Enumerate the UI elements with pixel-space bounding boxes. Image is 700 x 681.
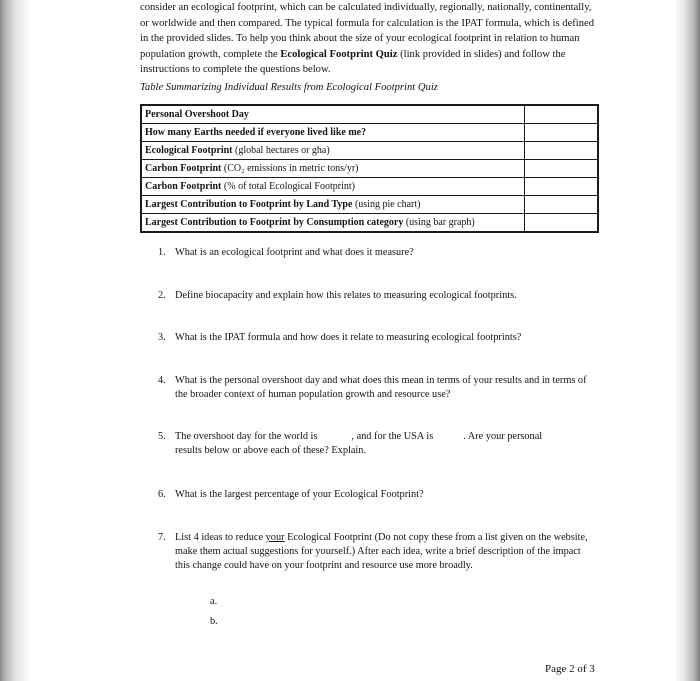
sub-item-b: b. — [210, 616, 218, 627]
row-label: Carbon Footprint (% of total Ecological Footprint) — [141, 178, 524, 196]
page-number: Page 2 of 3 — [545, 663, 595, 675]
intro-text-2: (link provided in slides) and follow the instructions to complete the questions below. — [140, 48, 566, 76]
question-7: 7. List 4 ideas to reduce your Ecological Footprint (Do not copy these from a list given on the website, make them actual suggestions for yourself.) After each idea, write a brief description of the impact this change could have on your footprint and resource use more broadly. — [158, 532, 588, 571]
emphasis-your: your — [265, 532, 285, 543]
question-1: 1. What is an ecological footprint and what does it measure? — [158, 247, 414, 258]
table-row — [141, 124, 598, 142]
q5-line-2: results below or above each of these? Explain. — [175, 444, 366, 456]
row-label: Ecological Footprint (global hectares or gha) — [141, 142, 524, 160]
row-label: Carbon Footprint (CO₂ emissions in metric tons/yr) — [141, 160, 524, 178]
q5-part-2: , and for the USA is — [351, 431, 434, 442]
row-label: How many Earths needed if everyone lived like me? — [141, 124, 524, 142]
question-3: 3. What is the IPAT formula and how does it relate to measuring ecological footprints? — [158, 332, 522, 343]
row-label: Largest Contribution to Footprint by Land Type (using pie chart) — [141, 196, 524, 214]
table-row — [141, 196, 598, 214]
question-6: 6. What is the largest percentage of your Ecological Footprint? — [158, 489, 424, 500]
table-caption: Table Summarizing Individual Results from Ecological Footprint Quiz — [140, 82, 438, 93]
answer-cell[interactable] — [524, 214, 598, 233]
page-shadow-right — [674, 0, 700, 681]
q5-part-3: . Are your personal — [463, 431, 543, 442]
answer-cell[interactable] — [524, 178, 598, 196]
answer-cell[interactable] — [524, 196, 598, 214]
question-4: 4. What is the personal overshoot day and what does this mean in terms of your results and in terms of the broader context of human population growth and resource use? — [158, 375, 587, 400]
table-row — [141, 178, 598, 196]
table-row — [141, 160, 598, 178]
answer-cell[interactable] — [524, 105, 598, 124]
intro-text-1: consider an ecological footprint, which can be calculated individually, regionally, nationally, continentally, or worldwide and then compared. The typical formula for calculation is the IPAT formula, which is defined in the provided slides. To help you think about the size of your ecological footprint in relation to human population growth, complete the — [140, 2, 595, 60]
q5-part-1: The overshoot day for the world is — [175, 431, 318, 442]
question-2: 2. Define biocapacity and explain how this relates to measuring ecological footprints. — [158, 290, 517, 301]
sub-item-a: a. — [210, 596, 218, 607]
table-row — [141, 105, 598, 124]
table-row — [141, 214, 598, 233]
results-table — [140, 104, 599, 233]
answer-cell[interactable] — [524, 142, 598, 160]
intro-paragraph — [140, 0, 595, 78]
row-label: Largest Contribution to Footprint by Consumption category (using bar graph) — [141, 214, 524, 233]
question-5: 5. The overshoot day for the world is , and for the USA is . Are your personal results below or above each of these? Explain. — [158, 431, 543, 456]
quiz-link-text: Ecological Footprint Quiz — [280, 48, 398, 60]
page-shadow-left — [0, 0, 30, 681]
table-row — [141, 142, 598, 160]
answer-cell[interactable] — [524, 124, 598, 142]
row-label: Personal Overshoot Day — [141, 105, 524, 124]
answer-cell[interactable] — [524, 160, 598, 178]
